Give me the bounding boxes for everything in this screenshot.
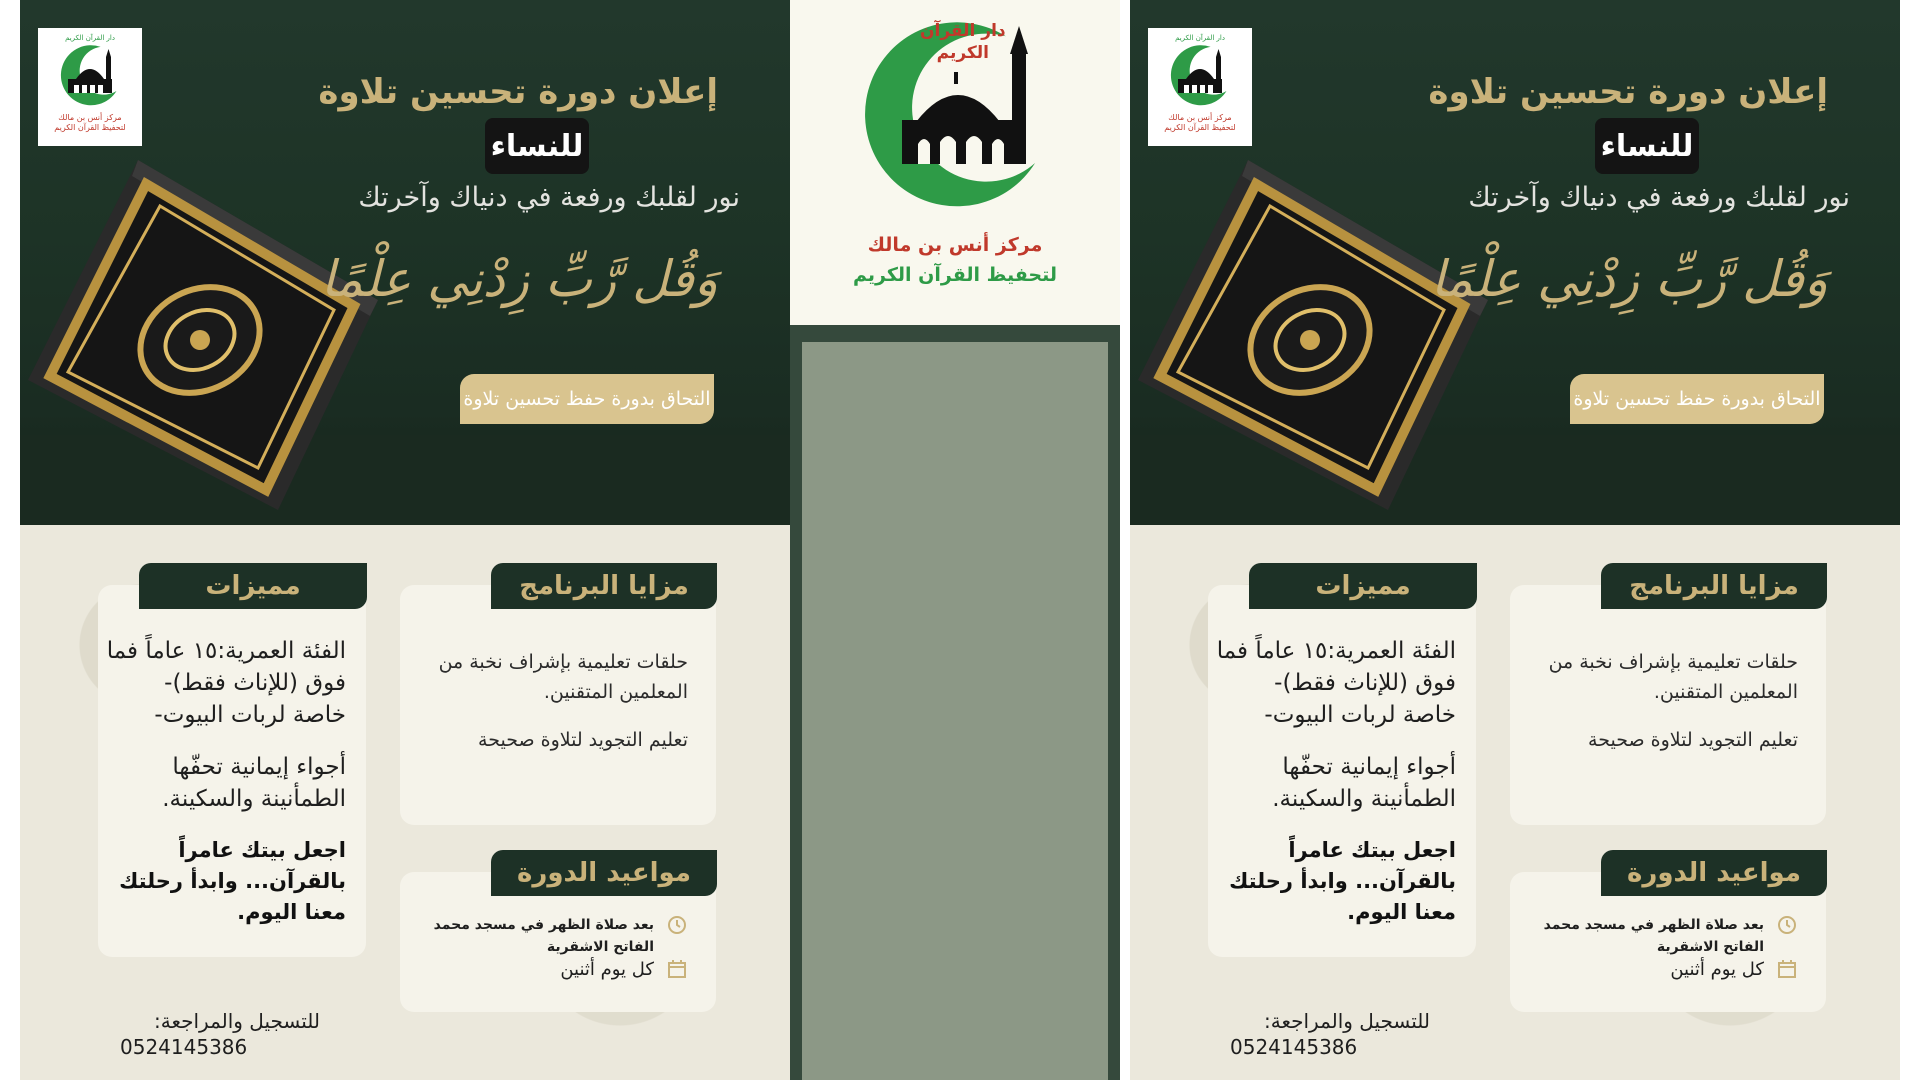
clock-icon [666,914,688,936]
registration-phone[interactable]: 0524145386 [1230,1035,1358,1059]
program-card [1510,571,1826,825]
features-line-1: الفئة العمرية:١٥ عاماً فما فوق (للإناث فقط)- خاصة لربات البيوت- [106,638,346,728]
clock-icon [1776,914,1798,936]
center-logo-subname: لتحفيظ القرآن الكريم [852,264,1057,286]
small-logo-caption-1: مركز أنس بن مالك [58,113,122,122]
registration-block [80,1008,320,1060]
calendar-icon [666,958,688,980]
schedule-heading: مواعيد الدورة [491,850,717,896]
small-logo-caption-2: لتحفيظ القرآن الكريم [1164,123,1236,132]
schedule-day: كل يوم أثنين [560,959,654,980]
calligraphy-verse: وَقُل رَّبِّ زِدْنِي عِلْمًا [1430,250,1828,308]
features-line-1: الفئة العمرية:١٥ عاماً فما فوق (للإناث فقط)- خاصة لربات البيوت- [1216,638,1456,728]
features-heading: مميزات [139,563,367,609]
registration-block [1190,1008,1430,1060]
features-line-2: أجواء إيمانية تحفّها الطمأنينة والسكينة. [162,754,346,812]
women-badge: للنساء [485,118,589,174]
center-logo-top-1: دار القرآن [920,21,1006,41]
small-logo-caption [54,113,125,133]
announcement-title: إعلان دورة تحسين تلاوة [318,72,718,112]
schedule-card [1510,858,1826,1012]
small-logo [1148,28,1252,146]
calligraphy-verse: وَقُل رَّبِّ زِدْنِي عِلْمًا [320,250,718,308]
features-line-3: اجعل بيتك عامراً بالقرآن... وابدأ رحلتك معنا اليوم. [1229,838,1456,924]
schedule-time: بعد صلاة الظهر في مسجد محمد الفاتح الاشقرية [433,917,654,955]
subtitle: نور لقلبك ورفعة في دنياك وآخرتك [358,182,740,213]
registration-label: للتسجيل والمراجعة: [154,1009,320,1033]
enroll-button[interactable]: التحاق بدورة حفظ تحسين تلاوة [1570,374,1824,424]
mosque-crescent-icon [1160,41,1240,111]
flyer-right [1130,0,1900,1080]
flyer-left [20,0,790,1080]
registration-label: للتسجيل والمراجعة: [1264,1009,1430,1033]
schedule-time: بعد صلاة الظهر في مسجد محمد الفاتح الاشقرية [1543,917,1764,955]
small-logo-top-text: دار القرآن الكريم [1175,34,1225,42]
program-line-2: تعليم التجويد لتلاوة صحيحة [1588,729,1798,751]
features-heading: مميزات [1249,563,1477,609]
announcement-title: إعلان دورة تحسين تلاوة [1428,72,1828,112]
small-logo-caption [1164,113,1235,133]
calendar-icon [1776,958,1798,980]
schedule-card [400,858,716,1012]
features-card [98,571,366,957]
program-heading: مزايا البرنامج [491,563,717,609]
features-line-2: أجواء إيمانية تحفّها الطمأنينة والسكينة. [1272,754,1456,812]
program-card [400,571,716,825]
features-card [1208,571,1476,957]
small-logo-top-text: دار القرآن الكريم [65,34,115,42]
center-logo-name: مركز أنس بن مالك [867,234,1043,256]
mosque-crescent-icon [50,41,130,111]
schedule-day: كل يوم أثنين [1670,959,1764,980]
small-logo-caption-1: مركز أنس بن مالك [1168,113,1232,122]
features-line-3: اجعل بيتك عامراً بالقرآن... وابدأ رحلتك معنا اليوم. [119,838,346,924]
schedule-heading: مواعيد الدورة [1601,850,1827,896]
program-line-1: حلقات تعليمية بإشراف نخبة من المعلمين المتقنين. [438,651,688,703]
women-badge: للنساء [1595,118,1699,174]
enroll-button[interactable]: التحاق بدورة حفظ تحسين تلاوة [460,374,714,424]
quran-book-icon [1138,150,1498,520]
center-column [790,0,1120,1080]
program-line-2: تعليم التجويد لتلاوة صحيحة [478,729,688,751]
center-placeholder-panel [802,342,1108,1080]
center-logo-top [920,20,1006,64]
program-heading: مزايا البرنامج [1601,563,1827,609]
center-logo-top-2: الكريم [936,43,989,63]
subtitle: نور لقلبك ورفعة في دنياك وآخرتك [1468,182,1850,213]
center-logo [790,0,1120,325]
quran-book-icon [28,150,388,520]
small-logo-caption-2: لتحفيظ القرآن الكريم [54,123,126,132]
program-line-1: حلقات تعليمية بإشراف نخبة من المعلمين المتقنين. [1548,651,1798,703]
small-logo [38,28,142,146]
registration-phone[interactable]: 0524145386 [120,1035,248,1059]
